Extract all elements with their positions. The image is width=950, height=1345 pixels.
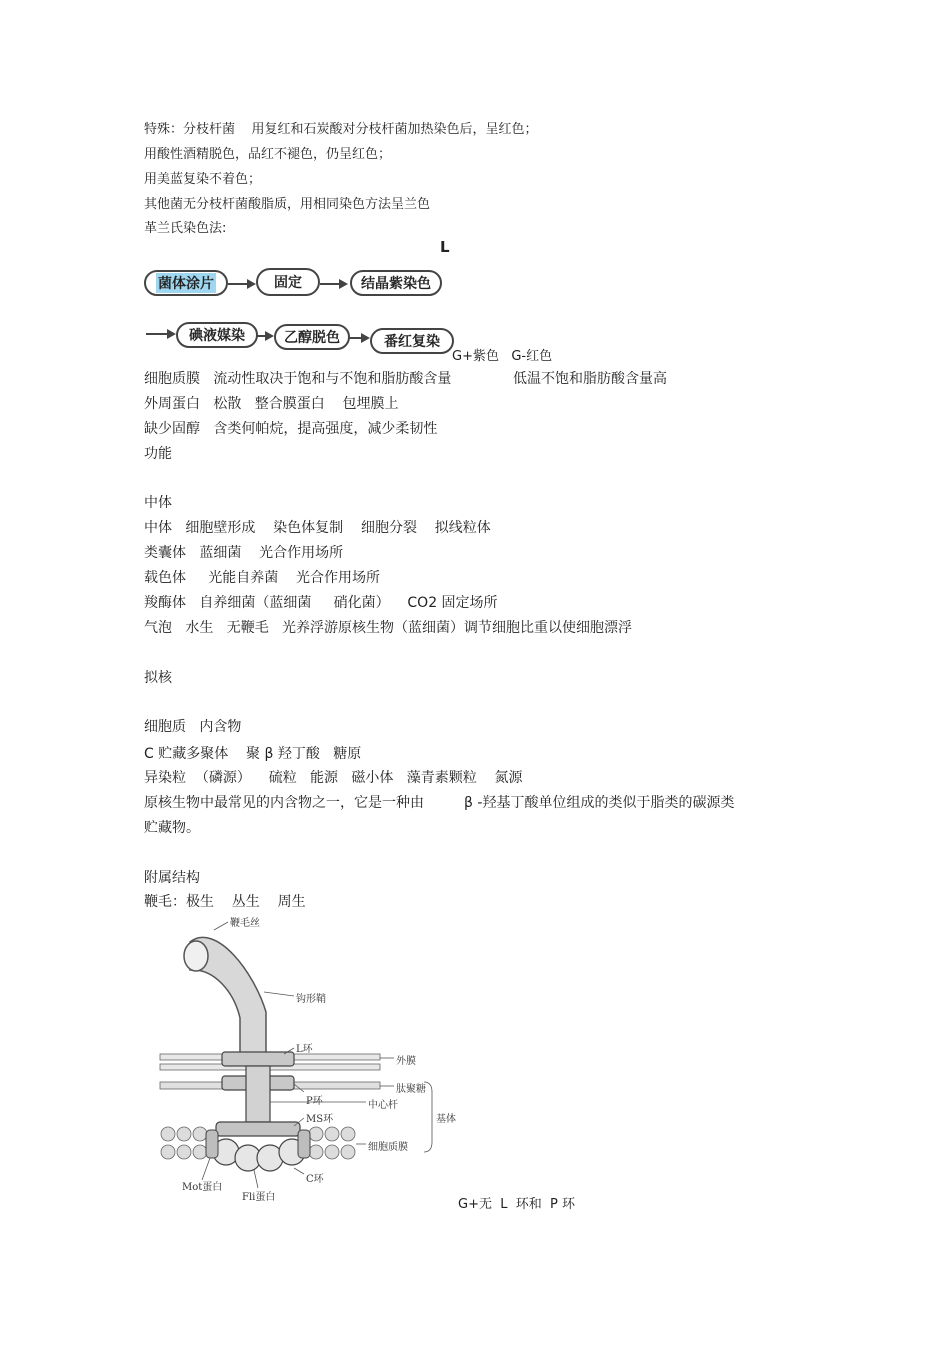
flow-step-ethanol: 乙醇脱色	[274, 324, 350, 350]
label-basal-body: 基体	[436, 1114, 456, 1125]
acid-alcohol-line: 用酸性酒精脱色，品红不褪色，仍呈红色；	[144, 147, 392, 162]
label-peptidoglycan: 肽聚糖	[396, 1084, 426, 1095]
flow-arrow	[256, 335, 272, 337]
special-text: 用复红和石炭酸对分枝杆菌加热染色后，呈红色；	[251, 122, 538, 137]
flow-step-safranin: 番红复染	[370, 328, 454, 354]
diagram-caption: G+无 L 环和 P 环	[458, 1197, 575, 1212]
flow-step-crystal-violet: 结晶紫染色	[350, 270, 442, 296]
mesosome-line-4: 羧酶体 自养细菌（蓝细菌 硝化菌） CO2 固定场所	[144, 595, 498, 611]
label-l-ring: L环	[296, 1044, 313, 1055]
inclusions-line-3b: 贮藏物。	[144, 820, 200, 836]
methylene-line: 用美蓝复染不着色；	[144, 172, 262, 187]
mesosome-line-2: 类囊体 蓝细菌 光合作用场所	[144, 545, 344, 561]
filament-opening	[184, 941, 208, 971]
membrane-line-1a: 细胞质膜 流动性取决于饱和与不饱和脂肪酸含量	[144, 371, 452, 387]
mot-protein-right	[298, 1130, 310, 1158]
label-rod: 中心杆	[368, 1100, 398, 1111]
inclusions-line-3a: 原核生物中最常见的内含物之一，它是一种由 β -羟基丁酸单位组成的类似于脂类的碳源类	[144, 795, 735, 811]
label-outer-membrane: 外膜	[396, 1056, 416, 1067]
label-cytoplasmic-membrane: 细胞质膜	[368, 1142, 408, 1153]
mesosome-line-3: 载色体 光能自养菌 光合作用场所	[144, 570, 381, 586]
membrane-line-4: 功能	[144, 446, 172, 462]
membrane-line-1	[144, 370, 667, 388]
flow-step-smear	[144, 270, 228, 296]
label-c-ring: C环	[306, 1174, 324, 1185]
flow-arrow	[146, 333, 174, 335]
flagella-line: 鞭毛：极生 丛生 周生	[144, 894, 306, 910]
gram-title: 革兰氏染色法:	[144, 221, 227, 236]
label-p-ring: P环	[306, 1096, 323, 1107]
ms-ring	[216, 1122, 300, 1136]
flow-arrow	[228, 283, 254, 285]
label-fli: Fli蛋白	[242, 1192, 276, 1203]
inclusions-line-1: C 贮藏多聚体 聚 β 羟丁酸 糖原	[144, 746, 362, 762]
label-mot: Mot蛋白	[182, 1182, 223, 1193]
membrane-line-1b: 低温不饱和脂肪酸含量高	[513, 371, 667, 387]
l-ring	[222, 1052, 294, 1066]
mot-protein-left	[206, 1130, 218, 1158]
flow-step-smear-label: 菌体涂片	[156, 273, 216, 293]
mesosome-line-5: 气泡 水生 无鞭毛 光养浮游原核生物（蓝细菌）调节细胞比重以使细胞漂浮	[144, 620, 633, 636]
membrane-line-3: 缺少固醇 含类何帕烷，提高强度，减少柔韧性	[144, 421, 438, 437]
flow-step-fix: 固定	[256, 268, 320, 296]
stray-mark: L	[440, 238, 450, 256]
c-ring	[213, 1139, 305, 1171]
label-hook: 钩形鞘	[296, 994, 326, 1005]
gram-result: G+紫色 G-红色	[452, 349, 553, 364]
appendages-title: 附属结构	[144, 870, 200, 886]
mesosome-title: 中体	[144, 495, 172, 511]
others-line: 其他菌无分枝杆菌酸脂质，用相同染色方法呈兰色	[144, 197, 431, 212]
central-rod	[246, 1066, 270, 1122]
flow-arrow	[348, 337, 368, 339]
flagellum-diagram	[144, 912, 474, 1212]
flow-step-iodine: 碘液媒染	[176, 322, 258, 348]
label-ms-ring: MS环	[306, 1114, 334, 1125]
special-label: 特殊：分枝杆菌	[144, 122, 236, 137]
inclusions-title: 细胞质 内含物	[144, 719, 242, 735]
special-line	[144, 121, 538, 139]
inclusions-line-2: 异染粒 （磷源） 硫粒 能源 磁小体 藻青素颗粒 氮源	[144, 770, 523, 786]
nucleoid-title: 拟核	[144, 670, 172, 686]
flow-arrow	[320, 283, 346, 285]
label-filament: 鞭毛丝	[230, 918, 260, 929]
mesosome-line-1: 中体 细胞壁形成 染色体复制 细胞分裂 拟线粒体	[144, 520, 491, 536]
flagellum-svg	[144, 912, 474, 1212]
membrane-line-2: 外周蛋白 松散 整合膜蛋白 包埋膜上	[144, 396, 399, 412]
